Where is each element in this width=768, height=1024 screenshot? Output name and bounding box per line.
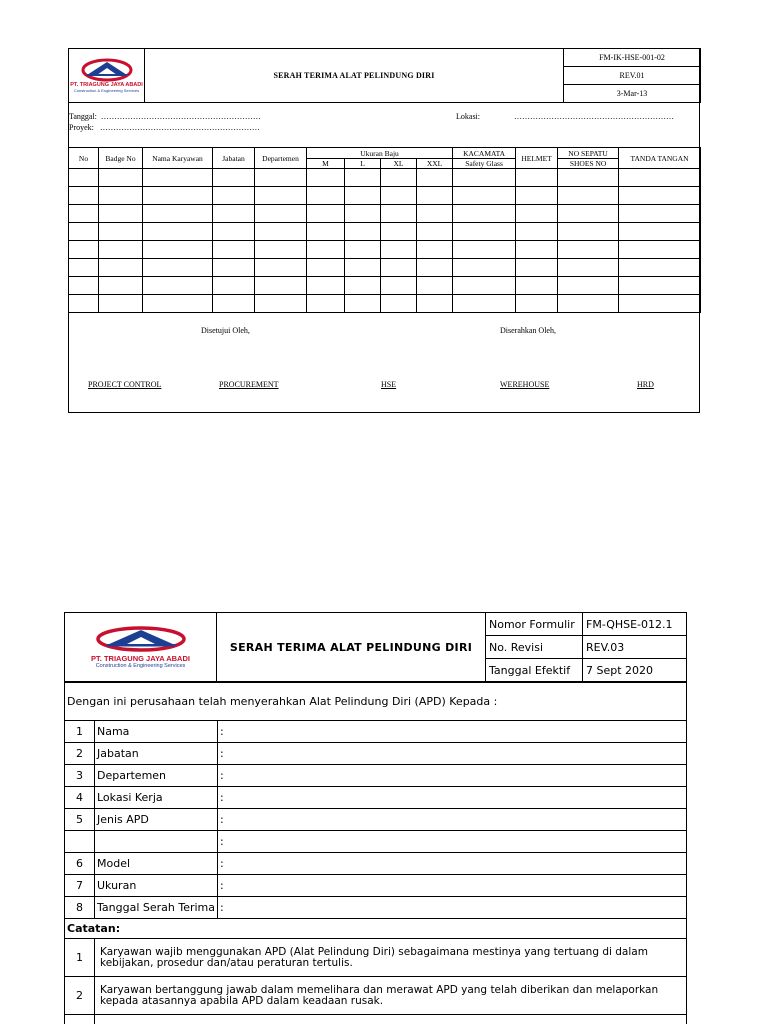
tanggal-label: Tanggal:	[69, 112, 97, 121]
company-logo-2	[65, 625, 216, 669]
field-number: 7	[65, 875, 95, 897]
table-cell[interactable]	[69, 187, 99, 205]
field-number: 1	[65, 721, 95, 743]
note-text	[95, 1015, 687, 1024]
sign-project-control: PROJECT CONTROL	[88, 380, 162, 389]
col-sepatu: NO SEPATU	[558, 148, 619, 159]
table-cell[interactable]	[558, 205, 619, 223]
table-cell[interactable]	[69, 295, 99, 313]
table-cell[interactable]	[255, 295, 307, 313]
table-cell[interactable]	[381, 259, 417, 277]
note-row	[65, 939, 687, 977]
lokasi-label: Lokasi:	[456, 112, 480, 121]
meta-label: No. Revisi	[486, 636, 583, 659]
catatan-row	[65, 919, 687, 939]
form-1-fields	[69, 112, 699, 136]
table-cell[interactable]	[558, 277, 619, 295]
field-value[interactable]: :	[218, 743, 687, 765]
meta-label: Nomor Formulir	[486, 613, 583, 636]
form-1-header	[68, 48, 700, 103]
apd-table-body	[69, 169, 701, 313]
table-row	[69, 277, 701, 295]
table-cell[interactable]	[345, 187, 381, 205]
table-cell[interactable]	[516, 187, 558, 205]
table-cell[interactable]	[345, 205, 381, 223]
company-tagline-2: Construction & Engineering Services	[95, 662, 186, 669]
field-label: Ukuran	[95, 875, 218, 897]
table-cell[interactable]	[381, 241, 417, 259]
note-number: 2	[65, 977, 95, 1015]
table-cell[interactable]	[453, 259, 516, 277]
table-cell[interactable]	[255, 241, 307, 259]
table-cell[interactable]	[143, 241, 213, 259]
field-row	[65, 809, 687, 831]
meta-value: 7 Sept 2020	[583, 659, 687, 682]
field-label: Departemen	[95, 765, 218, 787]
table-cell[interactable]	[558, 169, 619, 187]
field-value[interactable]: :	[218, 853, 687, 875]
field-number: 3	[65, 765, 95, 787]
table-cell[interactable]	[307, 295, 345, 313]
note-text: Karyawan wajib menggunakan APD (Alat Pelindung Diri) sebagaimana mestinya yang tertuang di dalam kebijakan, prosedur dan/atau peraturan tertulis.	[95, 939, 687, 977]
field-label: Nama	[95, 721, 218, 743]
table-cell[interactable]	[453, 277, 516, 295]
table-cell[interactable]	[619, 259, 701, 277]
doc-code: FM-IK-HSE-001-02	[564, 49, 701, 67]
note-text: Karyawan bertanggung jawab dalam memelihara dan merawat APD yang telah diberikan dan melaporkan kepada atasannya apabila APD dalam keadaan rusak.	[95, 977, 687, 1015]
field-number: 4	[65, 787, 95, 809]
table-row	[69, 169, 701, 187]
field-value[interactable]: :	[218, 787, 687, 809]
approved-by-label: Disetujui Oleh,	[201, 326, 250, 335]
table-cell[interactable]	[307, 205, 345, 223]
table-cell[interactable]	[99, 295, 143, 313]
col-badge: Badge No	[99, 148, 143, 169]
field-label	[95, 831, 218, 853]
table-row	[69, 223, 701, 241]
company-logo-cell	[69, 49, 145, 103]
field-number: 2	[65, 743, 95, 765]
form-2	[64, 612, 686, 1024]
table-cell[interactable]	[99, 169, 143, 187]
field-value[interactable]: :	[218, 875, 687, 897]
table-cell[interactable]	[516, 277, 558, 295]
field-value[interactable]: :	[218, 897, 687, 919]
table-cell[interactable]	[619, 295, 701, 313]
table-cell[interactable]	[453, 187, 516, 205]
field-label: Tanggal Serah Terima	[95, 897, 218, 919]
table-cell[interactable]	[213, 241, 255, 259]
col-nama: Nama Karyawan	[143, 148, 213, 169]
revision: REV.01	[564, 66, 701, 84]
field-label: Jabatan	[95, 743, 218, 765]
table-cell[interactable]	[619, 169, 701, 187]
note-number: 1	[65, 939, 95, 977]
table-cell[interactable]	[69, 277, 99, 295]
table-cell[interactable]	[99, 205, 143, 223]
field-row	[65, 721, 687, 743]
table-row	[69, 295, 701, 313]
col-helmet: HELMET	[516, 148, 558, 169]
table-cell[interactable]	[516, 205, 558, 223]
form-2-header	[64, 612, 687, 682]
table-cell[interactable]	[345, 169, 381, 187]
col-size-l: L	[345, 159, 381, 169]
table-cell[interactable]	[558, 295, 619, 313]
table-cell[interactable]	[558, 223, 619, 241]
table-cell[interactable]	[345, 259, 381, 277]
table-cell[interactable]	[213, 259, 255, 277]
table-cell[interactable]	[255, 223, 307, 241]
col-kacamata-sub: Safety Glass	[453, 159, 516, 169]
sign-hse: HSE	[381, 380, 397, 389]
table-cell[interactable]	[213, 187, 255, 205]
col-jabatan: Jabatan	[213, 148, 255, 169]
table-cell[interactable]	[453, 295, 516, 313]
table-cell[interactable]	[307, 277, 345, 295]
field-value[interactable]: :	[218, 831, 687, 853]
table-row	[69, 187, 701, 205]
table-cell[interactable]	[213, 205, 255, 223]
tanggal-field[interactable]: ……………………………………………………	[100, 112, 261, 121]
meta-label: Tanggal Efektif	[486, 659, 583, 682]
table-cell[interactable]	[619, 241, 701, 259]
table-cell[interactable]	[69, 169, 99, 187]
lokasi-field[interactable]: ……………………………………………………	[514, 112, 674, 121]
table-cell[interactable]	[307, 241, 345, 259]
table-cell[interactable]	[69, 241, 99, 259]
table-cell[interactable]	[516, 169, 558, 187]
triagung-logo-icon	[81, 58, 133, 82]
table-cell[interactable]	[417, 259, 453, 277]
field-row	[65, 743, 687, 765]
col-sepatu-sub: SHOES NO	[558, 159, 619, 169]
table-cell[interactable]	[143, 223, 213, 241]
field-label: Jenis APD	[95, 809, 218, 831]
field-number	[65, 831, 95, 853]
col-size-xl: XL	[381, 159, 417, 169]
table-cell[interactable]	[345, 277, 381, 295]
sign-warehouse: WEREHOUSE	[500, 380, 550, 389]
proyek-label: Proyek:	[69, 123, 94, 132]
table-cell[interactable]	[417, 187, 453, 205]
table-cell[interactable]	[345, 223, 381, 241]
table-cell[interactable]	[417, 169, 453, 187]
table-cell[interactable]	[143, 187, 213, 205]
signature-section	[68, 318, 700, 413]
table-cell[interactable]	[516, 241, 558, 259]
col-size-xxl: XXL	[417, 159, 453, 169]
form-1-title: SERAH TERIMA ALAT PELINDUNG DIRI	[145, 49, 564, 103]
table-cell[interactable]	[345, 241, 381, 259]
field-value[interactable]: :	[218, 721, 687, 743]
table-cell[interactable]	[453, 169, 516, 187]
table-cell[interactable]	[255, 277, 307, 295]
company-name: PT. TRIAGUNG JAYA ABADI	[70, 81, 143, 88]
table-cell[interactable]	[381, 277, 417, 295]
table-cell[interactable]	[558, 187, 619, 205]
table-cell[interactable]	[381, 169, 417, 187]
table-cell[interactable]	[143, 259, 213, 277]
table-cell[interactable]	[619, 187, 701, 205]
recipient-table	[64, 682, 687, 1024]
table-cell[interactable]	[213, 223, 255, 241]
table-cell[interactable]	[213, 277, 255, 295]
table-cell[interactable]	[417, 241, 453, 259]
field-label: Model	[95, 853, 218, 875]
note-row	[65, 977, 687, 1015]
meta-value: REV.03	[583, 636, 687, 659]
table-cell[interactable]	[255, 187, 307, 205]
table-cell[interactable]	[99, 277, 143, 295]
field-number: 5	[65, 809, 95, 831]
table-row	[69, 259, 701, 277]
field-label: Lokasi Kerja	[95, 787, 218, 809]
table-cell[interactable]	[453, 223, 516, 241]
table-row	[69, 205, 701, 223]
table-cell[interactable]	[143, 205, 213, 223]
table-cell[interactable]	[69, 205, 99, 223]
field-number: 8	[65, 897, 95, 919]
table-cell[interactable]	[255, 169, 307, 187]
field-number: 6	[65, 853, 95, 875]
table-cell[interactable]	[69, 259, 99, 277]
table-cell[interactable]	[417, 223, 453, 241]
field-row	[65, 853, 687, 875]
table-cell[interactable]	[417, 205, 453, 223]
handed-by-label: Diserahkan Oleh,	[500, 326, 556, 335]
table-cell[interactable]	[99, 187, 143, 205]
table-cell[interactable]	[558, 259, 619, 277]
table-cell[interactable]	[381, 187, 417, 205]
doc-date: 3-Mar-13	[564, 84, 701, 102]
col-ttd: TANDA TANGAN	[619, 148, 701, 169]
table-cell[interactable]	[516, 259, 558, 277]
field-row	[65, 875, 687, 897]
table-cell[interactable]	[307, 259, 345, 277]
table-cell[interactable]	[619, 223, 701, 241]
table-cell[interactable]	[213, 169, 255, 187]
table-cell[interactable]	[99, 241, 143, 259]
proyek-field[interactable]: ……………………………………………………	[99, 123, 260, 132]
note-number	[65, 1015, 95, 1024]
company-logo	[69, 58, 144, 94]
table-cell[interactable]	[143, 295, 213, 313]
table-cell[interactable]	[453, 205, 516, 223]
field-row	[65, 831, 687, 853]
apd-table	[68, 147, 701, 313]
table-cell[interactable]	[381, 295, 417, 313]
table-cell[interactable]	[99, 223, 143, 241]
form-2-title: SERAH TERIMA ALAT PELINDUNG DIRI	[217, 613, 486, 682]
table-cell[interactable]	[255, 205, 307, 223]
catatan-label: Catatan:	[65, 919, 687, 939]
field-value[interactable]: :	[218, 809, 687, 831]
table-cell[interactable]	[69, 223, 99, 241]
col-kacamata: KACAMATA	[453, 148, 516, 159]
col-ukuran: Ukuran Baju	[307, 148, 453, 159]
table-cell[interactable]	[255, 259, 307, 277]
col-no: No	[69, 148, 99, 169]
sign-procurement: PROCUREMENT	[219, 380, 279, 389]
table-cell[interactable]	[516, 295, 558, 313]
field-row	[65, 787, 687, 809]
col-size-m: M	[307, 159, 345, 169]
table-cell[interactable]	[516, 223, 558, 241]
intro-text: Dengan ini perusahaan telah menyerahkan Alat Pelindung Diri (APD) Kepada :	[65, 683, 687, 721]
table-cell[interactable]	[453, 241, 516, 259]
field-value[interactable]: :	[218, 765, 687, 787]
table-cell[interactable]	[143, 169, 213, 187]
company-logo-cell-2	[65, 613, 217, 682]
table-cell[interactable]	[381, 223, 417, 241]
table-row	[69, 241, 701, 259]
table-cell[interactable]	[143, 277, 213, 295]
table-cell[interactable]	[417, 277, 453, 295]
table-cell[interactable]	[619, 205, 701, 223]
table-cell[interactable]	[417, 295, 453, 313]
table-cell[interactable]	[99, 259, 143, 277]
table-cell[interactable]	[213, 295, 255, 313]
company-name-2: PT. TRIAGUNG JAYA ABADI	[91, 654, 190, 663]
field-row	[65, 765, 687, 787]
table-cell[interactable]	[619, 277, 701, 295]
table-cell[interactable]	[558, 241, 619, 259]
sign-hrd: HRD	[637, 380, 654, 389]
triagung-logo-icon	[95, 625, 187, 653]
note-row	[65, 1015, 687, 1024]
field-row	[65, 897, 687, 919]
company-tagline: Construction & Engineering Services	[73, 88, 140, 94]
table-cell[interactable]	[345, 295, 381, 313]
table-cell[interactable]	[381, 205, 417, 223]
col-departemen: Departemen	[255, 148, 307, 169]
meta-value: FM-QHSE-012.1	[583, 613, 687, 636]
table-cell[interactable]	[307, 187, 345, 205]
table-cell[interactable]	[307, 169, 345, 187]
table-cell[interactable]	[307, 223, 345, 241]
